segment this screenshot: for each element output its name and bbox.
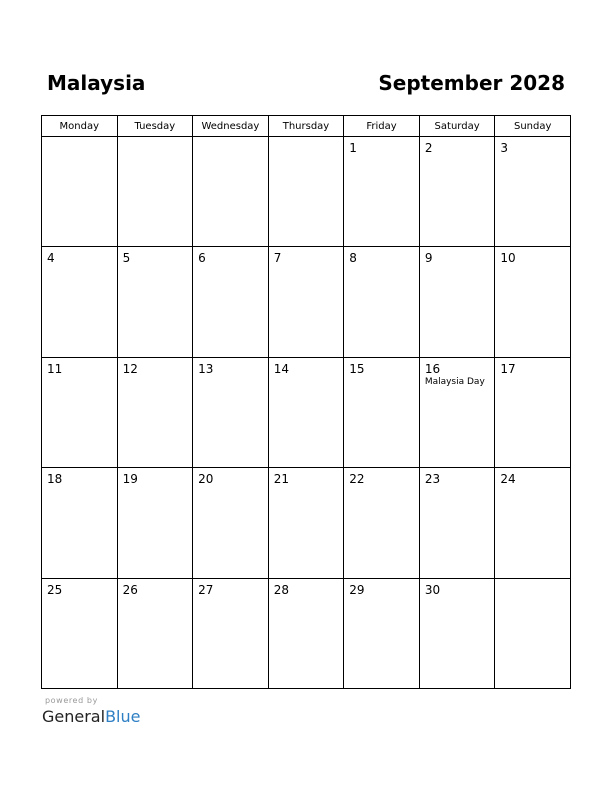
day-cell: [419, 137, 495, 247]
day-cell: [117, 468, 193, 578]
day-cell: [42, 578, 118, 688]
day-number: [193, 137, 268, 141]
day-number: 24: [500, 472, 516, 487]
day-number: 29: [349, 582, 365, 597]
weekday-header: Monday: [42, 116, 118, 137]
day-cell: [268, 247, 344, 357]
day-number: 14: [273, 361, 289, 376]
day-cell: [268, 357, 344, 467]
calendar-month-title: September 2028: [378, 71, 565, 95]
day-cell: [42, 247, 118, 357]
day-number: 27: [198, 582, 214, 597]
day-number: 8: [349, 251, 357, 266]
day-cell: [419, 357, 495, 467]
day-number: 12: [122, 361, 138, 376]
day-cell: [495, 468, 571, 578]
day-cell: [42, 137, 118, 247]
day-cell: [268, 578, 344, 688]
day-number: 19: [122, 472, 138, 487]
day-cell: [344, 137, 420, 247]
day-number: [118, 137, 193, 141]
day-number: 26: [122, 582, 138, 597]
brand-general-text: General: [42, 707, 106, 726]
day-cell: [495, 247, 571, 357]
weekday-header-row: [42, 116, 571, 137]
day-number: 13: [198, 361, 214, 376]
day-number: 16: [424, 361, 441, 376]
day-cell: [344, 247, 420, 357]
day-cell: [419, 247, 495, 357]
week-row: [42, 468, 571, 578]
day-number: 1: [349, 141, 357, 155]
calendar-grid: [41, 115, 571, 689]
day-cell: [268, 468, 344, 578]
weekday-header: Saturday: [419, 116, 495, 137]
day-cell: [193, 247, 269, 357]
day-cell: [193, 137, 269, 247]
generalblue-logo: [42, 707, 140, 727]
day-cell: [193, 578, 269, 688]
day-cell: [117, 357, 193, 467]
day-cell: [495, 578, 571, 688]
weekday-header: Wednesday: [193, 116, 269, 137]
day-number: 15: [349, 361, 365, 376]
day-number: 2: [424, 141, 433, 155]
day-cell: [193, 468, 269, 578]
calendar-country-title: Malaysia: [47, 71, 146, 95]
day-number: 18: [47, 472, 63, 487]
weekday-header: Sunday: [495, 116, 571, 137]
day-cell: [495, 357, 571, 467]
week-row: [42, 137, 571, 247]
weekday-header: Tuesday: [117, 116, 193, 137]
powered-by-text: powered by: [45, 696, 98, 705]
day-number: 23: [424, 472, 441, 487]
day-number: 30: [424, 582, 441, 597]
weekday-header: Friday: [344, 116, 420, 137]
day-number: [42, 137, 117, 141]
day-cell: [495, 137, 571, 247]
day-cell: [42, 468, 118, 578]
day-cell: [117, 137, 193, 247]
day-cell: [117, 578, 193, 688]
holiday-label: Malaysia Day: [424, 376, 485, 387]
brand-blue-text: Blue: [105, 707, 141, 726]
footer-branding: [42, 696, 140, 727]
day-number: 6: [198, 251, 206, 266]
day-cell: [419, 578, 495, 688]
day-cell: [117, 247, 193, 357]
day-cell: [268, 137, 344, 247]
day-number: 3: [500, 141, 509, 155]
day-number: 5: [122, 251, 131, 266]
day-number: 20: [198, 472, 214, 487]
day-number: 21: [273, 472, 289, 487]
day-number: [495, 579, 570, 583]
day-cell: [344, 357, 420, 467]
day-cell: [344, 578, 420, 688]
day-cell: [344, 468, 420, 578]
week-row: [42, 357, 571, 467]
week-row: [42, 578, 571, 688]
day-number: 9: [424, 251, 433, 266]
day-number: 28: [273, 582, 289, 597]
day-number: [269, 137, 344, 141]
day-number: 22: [349, 472, 365, 487]
day-number: 25: [47, 582, 63, 597]
week-row: [42, 247, 571, 357]
day-number: 17: [500, 361, 516, 376]
day-number: 7: [273, 251, 282, 266]
day-number: 4: [47, 251, 55, 266]
day-cell: [419, 468, 495, 578]
day-number: 10: [500, 251, 516, 266]
weekday-header: Thursday: [268, 116, 344, 137]
day-cell: [193, 357, 269, 467]
day-number: 11: [47, 361, 63, 376]
day-cell: [42, 357, 118, 467]
